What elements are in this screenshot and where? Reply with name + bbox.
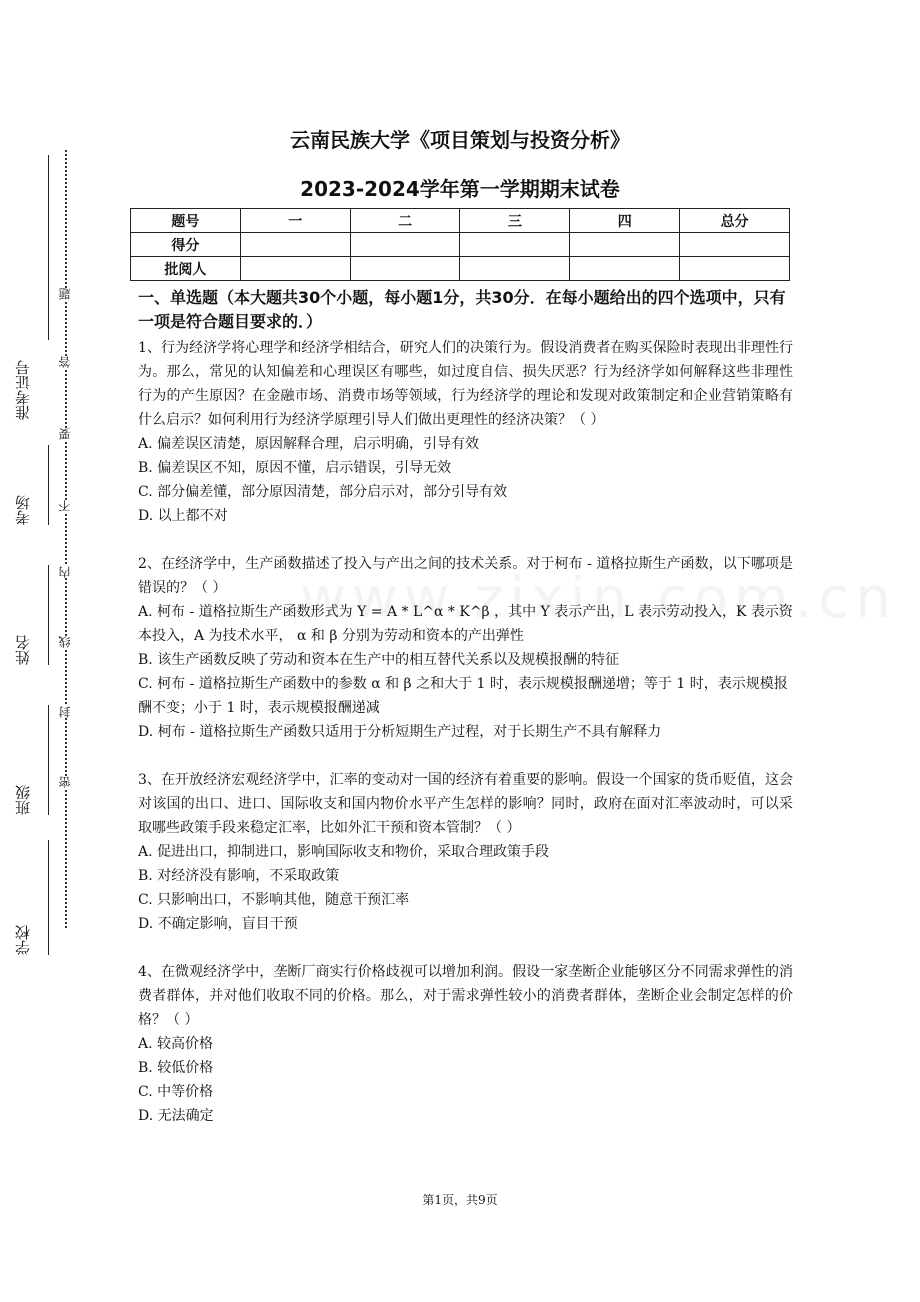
option-d: D. 无法确定 bbox=[138, 1108, 214, 1124]
option-c: C. 只影响出口，不影响其他，随意干预汇率 bbox=[138, 892, 410, 908]
score-cell bbox=[460, 257, 570, 281]
option-d: D. 以上都不对 bbox=[138, 508, 228, 524]
question-4 bbox=[138, 960, 793, 1128]
option-c: C. 柯布 - 道格拉斯生产函数中的参数 α 和 β 之和大于 1 时，表示规模报酬递增；等于 1 时，表示规模报酬不变；小于 1 时，表示规模报酬递减 bbox=[138, 676, 788, 716]
score-table-row bbox=[131, 233, 790, 257]
score-table bbox=[130, 208, 790, 281]
option-b: B. 对经济没有影响，不采取政策 bbox=[138, 868, 340, 884]
seal-char: 密 bbox=[58, 776, 72, 788]
seal-dotted-line bbox=[65, 150, 67, 928]
seal-char: 题 bbox=[58, 288, 72, 300]
option-b: B. 较低价格 bbox=[138, 1060, 214, 1076]
score-table-header: 题号 bbox=[131, 209, 241, 233]
option-a: A. 偏差误区清楚，原因解释合理，启示明确，引导有效 bbox=[138, 436, 480, 452]
binding-field-class bbox=[14, 705, 62, 815]
binding-label: 班级 bbox=[14, 785, 32, 815]
question-stem: 2、在经济学中，生产函数描述了投入与产出之间的技术关系。对于柯布 - 道格拉斯生产函数，以下哪项是错误的？（ ） bbox=[138, 556, 793, 596]
score-row-label: 得分 bbox=[131, 233, 241, 257]
question-stem: 4、在微观经济学中，垄断厂商实行价格歧视可以增加利润。假设一家垄断企业能够区分不同需求弹性的消费者群体，并对他们收取不同的价格。那么，对于需求弹性较小的消费者群体，垄断企业会制定怎样的价格？（ ） bbox=[138, 964, 793, 1028]
option-b: B. 偏差误区不知，原因不懂，启示错误，引导无效 bbox=[138, 460, 452, 476]
binding-label: 准考证号 bbox=[14, 360, 32, 420]
binding-field-exam-room bbox=[14, 445, 62, 525]
exam-subtitle: 2023-2024学年第一学期期末试卷 bbox=[300, 177, 620, 201]
score-cell bbox=[680, 257, 790, 281]
fill-line bbox=[48, 705, 49, 815]
score-table-header: 一 bbox=[240, 209, 350, 233]
question-stem: 1、行为经济学将心理学和经济学相结合，研究人们的决策行为。假设消费者在购买保险时表现出非理性行为。那么，常见的认知偏差和心理误区有哪些，如过度自信、损失厌恶？行为经济学如何解释这些非理性行为的产生原因？在金融市场、消费市场等领域，行为经济学的理论和发现对政策制定和企业营销策略有什么启示？如何利用行为经济学原理引导人们做出更理性的经济决策？（ ） bbox=[138, 340, 793, 428]
binding-label: 姓名 bbox=[14, 635, 32, 665]
question-1 bbox=[138, 336, 793, 528]
binding-label: 考场 bbox=[14, 495, 32, 525]
binding-label: 学校 bbox=[14, 925, 32, 955]
question-3 bbox=[138, 768, 793, 936]
option-a: A. 柯布 - 道格拉斯生产函数形式为 Y = A * L^α * K^β ，其中 Y 表示产出，L 表示劳动投入，K 表示资本投入，A 为技术水平， α 和 β 分别为劳动和资本的产出弹性 bbox=[138, 604, 793, 644]
fill-line bbox=[48, 565, 49, 665]
section-title: 一、单选题（本大题共30个小题，每小题1分，共30分．在每小题给出的四个选项中，只有一项是符合题目要求的．） bbox=[138, 288, 786, 331]
score-table-header: 总分 bbox=[680, 209, 790, 233]
option-d: D. 不确定影响，盲目干预 bbox=[138, 916, 298, 932]
score-cell bbox=[240, 257, 350, 281]
score-cell bbox=[350, 257, 460, 281]
fill-line bbox=[48, 840, 49, 955]
score-cell bbox=[350, 233, 460, 257]
option-a: A. 促进出口，抑制进口，影响国际收支和物价，采取合理政策手段 bbox=[138, 844, 550, 860]
seal-char: 线 bbox=[58, 636, 72, 648]
seal-char: 答 bbox=[58, 356, 72, 368]
seal-char: 不 bbox=[58, 500, 72, 512]
binding-field-school bbox=[14, 840, 62, 955]
option-b: B. 该生产函数反映了劳动和资本在生产中的相互替代关系以及规模报酬的特征 bbox=[138, 652, 620, 668]
option-c: C. 部分偏差懂，部分原因清楚，部分启示对，部分引导有效 bbox=[138, 484, 508, 500]
option-a: A. 较高价格 bbox=[138, 1036, 214, 1052]
watermark bbox=[300, 566, 720, 631]
score-table-header-row bbox=[131, 209, 790, 233]
page-footer: 第1页，共9页 bbox=[422, 1193, 498, 1207]
question-stem: 3、在开放经济宏观经济学中，汇率的变动对一国的经济有着重要的影响。假设一个国家的货币贬值，这会对该国的出口、进口、国际收支和国内物价水平产生怎样的影响？同时，政府在面对汇率波动时，可以采取哪些政策手段来稳定汇率，比如外汇干预和资本管制？（ ） bbox=[138, 772, 793, 836]
option-d: D. 柯布 - 道格拉斯生产函数只适用于分析短期生产过程，对于长期生产不具有解释力 bbox=[138, 724, 662, 740]
binding-field-name bbox=[14, 565, 62, 665]
exam-title: 云南民族大学《项目策划与投资分析》 bbox=[290, 128, 630, 152]
seal-char: 内 bbox=[58, 566, 72, 578]
fill-line bbox=[48, 445, 49, 525]
score-cell bbox=[460, 233, 570, 257]
score-table-row bbox=[131, 257, 790, 281]
score-cell bbox=[240, 233, 350, 257]
score-cell bbox=[680, 233, 790, 257]
question-content bbox=[138, 286, 793, 1128]
score-row-label: 批阅人 bbox=[131, 257, 241, 281]
option-c: C. 中等价格 bbox=[138, 1084, 214, 1100]
score-table-header: 四 bbox=[570, 209, 680, 233]
score-cell bbox=[570, 233, 680, 257]
score-table-header: 二 bbox=[350, 209, 460, 233]
seal-char: 要 bbox=[58, 428, 72, 440]
seal-char: 封 bbox=[58, 706, 72, 718]
score-table-header: 三 bbox=[460, 209, 570, 233]
score-cell bbox=[570, 257, 680, 281]
